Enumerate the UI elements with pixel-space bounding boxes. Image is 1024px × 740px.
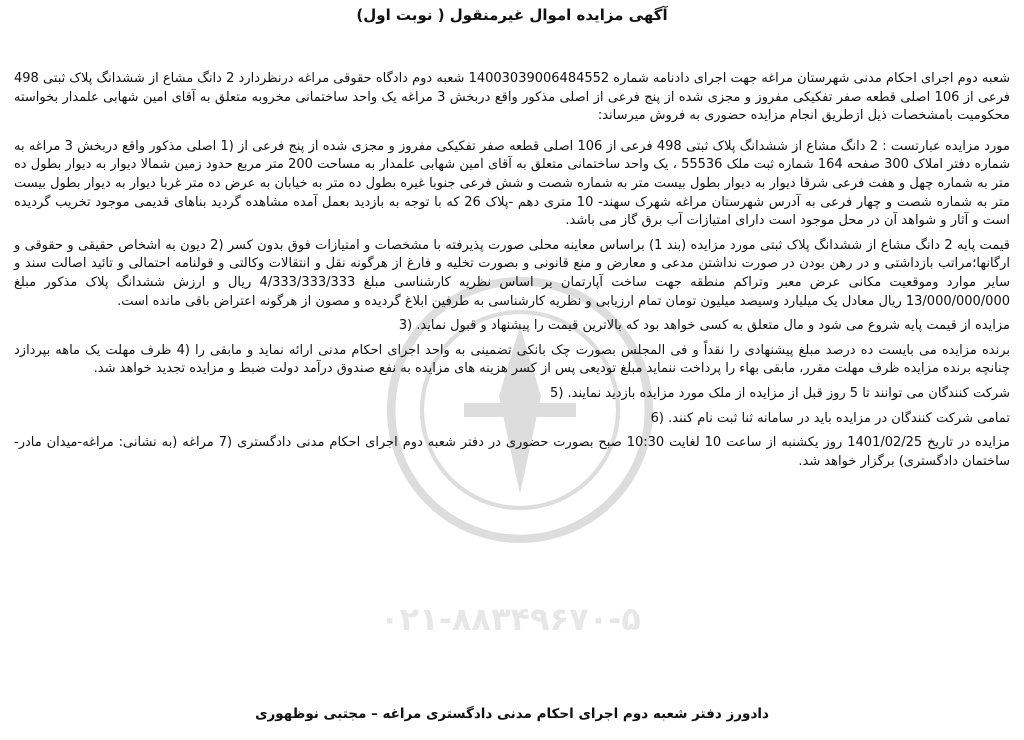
notice-body <box>14 70 1010 477</box>
page-title: آگهی مزایده اموال غیرمنقول ( نوبت اول) <box>356 6 668 24</box>
watermark-phone: ۰۲۱-۸۸۳۴۹۶۷۰-۵ <box>380 600 641 638</box>
item-5: شرکت کنندگان می توانند تا 5 روز قبل از مزایده از ملک مورد مزایده بازدید نمایند. (5 <box>550 385 1010 401</box>
item-2: قیمت پایه 2 دانگ مشاع از ششدانگ پلاک ثبتی مورد مزایده (بند 1) براساس معاینه محلی صورت پذیرفته با مشخصات و امتیازات فوق بدون کسر (2 دیون به اشخاص حقیقی و حقوقی و ارگانها؛مراتب بازداشتی و در رهن بودن در صورت نداشتن مدعی و معارض و منع قانونی و بصورت تخلیه و فارغ از هرگونه نقل و انتقالات وکالتی و قولنامه احتمالی و تائید اصالت سند و سایر موارد وموقعیت مکانی عرض معبر وتراکم منطقه جهت ساخت آپارتمان بر اساس نظریه کارشناسی مبلغ 4/333/333/333 ریال و ارزش ششدانگ پلاک مذکور مبلغ 13/000/000/000 ریال معادل یک میلیارد وسیصد میلیون تومان تمام ارزیابی و نظریه کارشناسی به طرفین ابلاغ گردیده و مصون از هرگونه اعتراض باقی مانده است. <box>14 237 1010 309</box>
item-6: تمامی شرکت کنندگان در مزایده باید در سامانه ثنا ثبت نام کنند. (6 <box>650 410 1010 426</box>
item-4: برنده مزایده می بایست ده درصد مبلغ پیشنهادی را نقداً و فی المجلس بصورت چک بانکی تضمینی به واحد اجرای احکام مدنی ارائه نماید و مابقی را (4 ظرف مهلت یک ماهه بپردازد چنانچه برنده مزایده ظرف مهلت مقرر، مابقی بهاء را پرداخت ننماید مبلغ تودیعی پس از کسر هزینه های مزایده به نفع صندوق درآمد دولت ضبط و مزایده تجدید خواهد شد. <box>14 342 1010 377</box>
signature-footer: دادورز دفتر شعبه دوم اجرای احکام مدنی دادگستری مراغه – مجتبی نوظهوری <box>255 706 769 722</box>
item-7: مزایده در تاریخ 1401/02/25 روز یکشنبه از ساعت 10 لغایت 10:30 صبح بصورت حضوری در دفتر شعبه دوم اجرای احکام مدنی دادگستری (7 مراغه (به نشانی: مراغه-میدان مادر-ساختمان دادگستری) برگزار خواهد شد. <box>14 435 1010 469</box>
item-1: مورد مزایده عبارتست : 2 دانگ مشاع از ششدانگ پلاک ثبتی 498 فرعی از 106 اصلی قطعه صفر تفکیکی مفروز و مجزی شده از پنج فرعی از (1 اصلی مذکور واقع دربخش 3 مراغه به شماره دفتر املاک 300 صفحه 164 شماره ثبت ملک 55536 ، یک واحد ساختمانی متعلق به آقای امین شهابی علمدار به مساحت 200 متر مربع حدود زمین شمالا دیوار به دیوار بطول ده متر به شماره چهل و هفت فرعی شرقا دیوار به دیوار بطول بیست متر به شماره شصت و شش فرعی جنوبا غیره بطول ده متر به خیابان به عرض ده متر غربا دیوار به دیوار بطول بیست متر به شماره شصت و چهار فرعی به آدرس شهرستان مراغه شهرک سهند- 10 متری دهم -پلاک 26 که با توجه به بازدید بعمل آمده مشاهده گردید بناهای قدیمی موجود تخریب گردیده است و آثار و شواهد آن در محل موجود است دارای امتیازات آب برق گاز می باشد. <box>14 138 1010 229</box>
intro-paragraph: شعبه دوم اجرای احکام مدنی شهرستان مراغه جهت اجرای دادنامه شماره 14003039006484552 شعبه دوم دادگاه حقوقی مراغه درنظردارد 2 دانگ مشاع از ششدانگ پلاک ثبتی 498 فرعی از 106 اصلی قطعه صفر تفکیکی مفروز و مجزی شده از پنج فرعی از اصلی مذکور واقع دربخش 3 مراغه یک واحد ساختمانی مخروبه متعلق به آقای امین شهابی علمدار بخواسته محکومیت بامشخصات ذیل ازطریق انجام مزایده حضوری به فروش میرساند: <box>14 71 1010 124</box>
item-3: مزایده از قیمت پایه شروع می شود و مال متعلق به کسی خواهد بود که بالاترین قیمت را پیشنهاد و قبول نماید. (3 <box>398 318 1010 334</box>
